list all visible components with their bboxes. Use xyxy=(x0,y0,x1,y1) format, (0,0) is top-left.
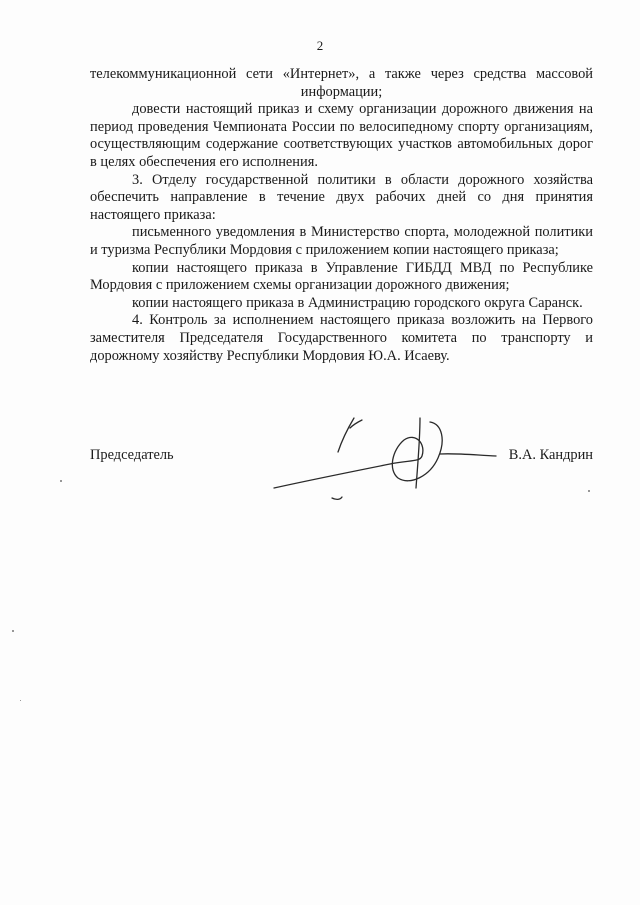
paragraph-copy-gibdd: копии настоящего приказа в Управление ГИБДД МВД по Республике Мордовия с приложением схемы организации дорожного движения; xyxy=(90,259,593,294)
signer-name: В.А. Кандрин xyxy=(508,447,593,463)
paragraph-item-3: 3. Отделу государственной политики в области дорожного хозяйства обеспечить направление в течение двух рабочих дней со дня принятия настоящего приказа: xyxy=(90,171,593,223)
scan-speck xyxy=(588,490,590,492)
page-number: 2 xyxy=(316,38,324,53)
paragraph-deliver-order: довести настоящий приказ и схему организации дорожного движения на период проведения Чемпионата России по велосипедному спорту организациям, осуществляющим содержание соответствующих участков автомобильных дорог в целях обеспечения его исполнения. xyxy=(90,101,593,170)
paragraph-notification: письменного уведомления в Министерство спорта, молодежной политики и туризма Республики Мордовия с приложением копии настоящего приказа; xyxy=(90,224,593,258)
handwritten-signature xyxy=(270,410,510,510)
scan-speck xyxy=(60,480,62,482)
document-body xyxy=(90,66,593,365)
scan-speck xyxy=(20,700,21,701)
signer-title: Председатель xyxy=(90,447,174,463)
paragraph-item-4: 4. Контроль за исполнением настоящего приказа возложить на Первого заместителя Председателя Государственного комитета по транспорту и дорожному хозяйству Республики Мордовия Ю.А. Исаеву. xyxy=(90,312,593,364)
paragraph-copy-administration: копии настоящего приказа в Администрацию городского округа Саранск. xyxy=(132,294,583,311)
paragraph-continuation-end: информации; xyxy=(300,83,383,100)
scan-speck xyxy=(12,630,14,632)
paragraph-continuation-line: телекоммуникационной сети «Интернет», а также через средства массовой xyxy=(90,66,593,82)
